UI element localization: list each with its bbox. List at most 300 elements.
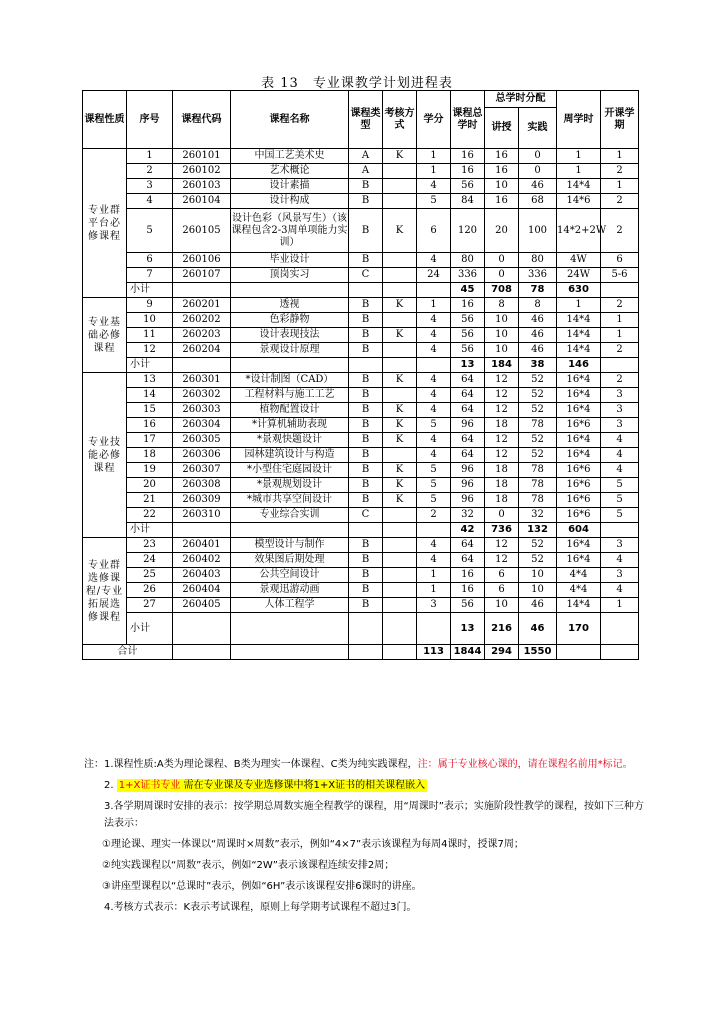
grand-total-credit: 113 <box>417 645 451 660</box>
cell-weekly: 16*6 <box>557 463 601 478</box>
cell-practice: 100 <box>519 209 557 253</box>
cell-credit: 1 <box>417 298 451 313</box>
cell-code: 260201 <box>173 298 231 313</box>
cell-exam <box>383 343 417 358</box>
cell-name: 顶岗实习 <box>231 268 349 283</box>
cell-seq: 26 <box>127 583 173 598</box>
cell-weekly: 16*6 <box>557 478 601 493</box>
cell-term: 4 <box>601 433 639 448</box>
empty-cell <box>601 645 639 660</box>
cell-exam: K <box>383 328 417 343</box>
table-row <box>83 568 639 583</box>
cell-type: B <box>349 463 383 478</box>
empty-cell <box>349 283 383 298</box>
cell-weekly: 1 <box>557 298 601 313</box>
cell-practice: 68 <box>519 194 557 209</box>
table-row <box>83 194 639 209</box>
cell-credit: 1 <box>417 583 451 598</box>
cell-credit: 24 <box>417 268 451 283</box>
cell-lecture: 20 <box>485 209 519 253</box>
cell-seq: 22 <box>127 508 173 523</box>
cell-seq: 2 <box>127 164 173 179</box>
table-row <box>83 448 639 463</box>
cell-weekly: 4*4 <box>557 568 601 583</box>
table-title: 表 13 专业课教学计划进程表 <box>261 76 453 91</box>
subtotal-total: 708 <box>485 283 519 298</box>
cell-name: 设计构成 <box>231 194 349 209</box>
cell-type: B <box>349 583 383 598</box>
cell-seq: 4 <box>127 194 173 209</box>
cell-weekly: 14*4 <box>557 179 601 194</box>
cell-exam <box>383 253 417 268</box>
cell-code: 260301 <box>173 373 231 388</box>
cell-practice: 46 <box>519 598 557 613</box>
cell-practice: 78 <box>519 493 557 508</box>
cell-seq: 17 <box>127 433 173 448</box>
table-row <box>83 538 639 553</box>
cell-seq: 7 <box>127 268 173 283</box>
cell-total: 56 <box>451 328 485 343</box>
cell-credit: 4 <box>417 553 451 568</box>
header-total: 课程总学时 <box>451 91 485 149</box>
empty-cell <box>417 283 451 298</box>
subtotal-lecture: 78 <box>519 283 557 298</box>
empty-cell <box>231 613 349 645</box>
grand-total-row <box>83 645 639 660</box>
cell-weekly: 16*4 <box>557 553 601 568</box>
cell-credit: 4 <box>417 313 451 328</box>
cell-weekly: 4*4 <box>557 583 601 598</box>
cell-seq: 11 <box>127 328 173 343</box>
cell-name: *计算机辅助表现 <box>231 418 349 433</box>
empty-cell <box>349 358 383 373</box>
cell-code: 260204 <box>173 343 231 358</box>
empty-cell <box>601 523 639 538</box>
cell-code: 260302 <box>173 388 231 403</box>
cell-code: 260402 <box>173 553 231 568</box>
cell-weekly: 14*4 <box>557 313 601 328</box>
cell-lecture: 10 <box>485 313 519 328</box>
empty-cell <box>383 523 417 538</box>
cell-practice: 52 <box>519 553 557 568</box>
cell-seq: 14 <box>127 388 173 403</box>
cell-code: 260307 <box>173 463 231 478</box>
cell-seq: 25 <box>127 568 173 583</box>
empty-cell <box>417 613 451 645</box>
cell-code: 260309 <box>173 493 231 508</box>
cell-lecture: 18 <box>485 493 519 508</box>
cell-practice: 46 <box>519 328 557 343</box>
cell-total: 96 <box>451 478 485 493</box>
cell-total: 56 <box>451 179 485 194</box>
note-2-red: 1+X证书专业 <box>118 780 181 791</box>
cell-type: C <box>349 268 383 283</box>
cell-credit: 4 <box>417 328 451 343</box>
subtotal-total: 184 <box>485 358 519 373</box>
table-row <box>83 268 639 283</box>
cell-seq: 19 <box>127 463 173 478</box>
header-practice: 实践 <box>519 108 557 149</box>
cell-type: C <box>349 508 383 523</box>
cell-name: 毕业设计 <box>231 253 349 268</box>
cell-credit: 4 <box>417 448 451 463</box>
header-nature: 课程性质 <box>83 91 127 149</box>
category-cell: 专业群选修课程/专业拓展选修课程 <box>83 538 127 645</box>
cell-term: 1 <box>601 179 639 194</box>
cell-type: A <box>349 149 383 164</box>
cell-type: B <box>349 493 383 508</box>
cell-total: 96 <box>451 463 485 478</box>
cell-weekly: 14*4 <box>557 343 601 358</box>
cell-exam: K <box>383 478 417 493</box>
cell-practice: 52 <box>519 373 557 388</box>
cell-name: 园林建筑设计与构造 <box>231 448 349 463</box>
empty-cell <box>173 523 231 538</box>
cell-name: 人体工程学 <box>231 598 349 613</box>
cell-credit: 4 <box>417 538 451 553</box>
cell-weekly: 1 <box>557 149 601 164</box>
empty-cell <box>231 283 349 298</box>
category-cell: 专业群平台必修课程 <box>83 149 127 298</box>
cell-type: B <box>349 253 383 268</box>
cell-weekly: 14*4 <box>557 328 601 343</box>
cell-total: 84 <box>451 194 485 209</box>
cell-name: 艺术概论 <box>231 164 349 179</box>
cell-total: 64 <box>451 538 485 553</box>
cell-code: 260304 <box>173 418 231 433</box>
cell-lecture: 18 <box>485 418 519 433</box>
cell-code: 260405 <box>173 598 231 613</box>
cell-name: 设计素描 <box>231 179 349 194</box>
cell-lecture: 12 <box>485 373 519 388</box>
cell-credit: 1 <box>417 149 451 164</box>
cell-term: 1 <box>601 313 639 328</box>
cell-weekly: 16*6 <box>557 493 601 508</box>
empty-cell <box>173 283 231 298</box>
cell-practice: 46 <box>519 343 557 358</box>
cell-code: 260105 <box>173 209 231 253</box>
cell-term: 3 <box>601 418 639 433</box>
note-3-3: ③讲座型课程以“总课时”表示，例如“6H”表示该课程安排6课时的讲座。 <box>102 881 422 892</box>
cell-exam: K <box>383 463 417 478</box>
cell-term: 2 <box>601 209 639 253</box>
cell-practice: 78 <box>519 463 557 478</box>
cell-exam <box>383 179 417 194</box>
cell-practice: 78 <box>519 418 557 433</box>
cell-seq: 27 <box>127 598 173 613</box>
subtotal-credit: 13 <box>451 358 485 373</box>
note-2 <box>84 777 644 794</box>
empty-cell <box>173 358 231 373</box>
cell-exam: K <box>383 149 417 164</box>
cell-code: 260203 <box>173 328 231 343</box>
cell-lecture: 12 <box>485 403 519 418</box>
cell-practice: 32 <box>519 508 557 523</box>
cell-practice: 8 <box>519 298 557 313</box>
cell-seq: 12 <box>127 343 173 358</box>
cell-code: 260303 <box>173 403 231 418</box>
empty-cell <box>231 358 349 373</box>
table-row <box>83 209 639 253</box>
grand-total-total: 1844 <box>451 645 485 660</box>
cell-term: 2 <box>601 298 639 313</box>
table-row <box>83 508 639 523</box>
table-row <box>83 388 639 403</box>
cell-lecture: 8 <box>485 298 519 313</box>
cell-total: 32 <box>451 508 485 523</box>
empty-cell <box>231 645 349 660</box>
note-2-text: 需在专业课及专业选修课中将1+X证书的相关课程嵌入 <box>183 780 426 791</box>
cell-code: 260305 <box>173 433 231 448</box>
cell-name: 景观设计原理 <box>231 343 349 358</box>
cell-credit: 4 <box>417 253 451 268</box>
cell-credit: 4 <box>417 373 451 388</box>
cell-credit: 5 <box>417 463 451 478</box>
cell-seq: 16 <box>127 418 173 433</box>
cell-seq: 23 <box>127 538 173 553</box>
cell-type: B <box>349 478 383 493</box>
cell-exam <box>383 164 417 179</box>
cell-lecture: 18 <box>485 463 519 478</box>
cell-lecture: 10 <box>485 343 519 358</box>
cell-total: 16 <box>451 164 485 179</box>
cell-weekly: 14*6 <box>557 194 601 209</box>
cell-name: 工程材料与施工工艺 <box>231 388 349 403</box>
subtotal-row <box>83 523 639 538</box>
cell-total: 56 <box>451 598 485 613</box>
cell-term: 4 <box>601 583 639 598</box>
cell-exam <box>383 313 417 328</box>
cell-lecture: 10 <box>485 328 519 343</box>
cell-code: 260306 <box>173 448 231 463</box>
note-1-red: 注：属于专业核心课的，请在课程名前用*标记。 <box>417 759 633 770</box>
notes <box>84 756 644 920</box>
cell-seq: 21 <box>127 493 173 508</box>
cell-type: B <box>349 388 383 403</box>
cell-code: 260403 <box>173 568 231 583</box>
cell-exam <box>383 448 417 463</box>
table-row <box>83 313 639 328</box>
cell-code: 260104 <box>173 194 231 209</box>
empty-cell <box>417 358 451 373</box>
cell-name: *景观规划设计 <box>231 478 349 493</box>
cell-total: 64 <box>451 388 485 403</box>
subtotal-total: 216 <box>485 613 519 645</box>
subtotal-practice: 170 <box>557 613 601 645</box>
cell-weekly: 16*6 <box>557 508 601 523</box>
empty-cell <box>173 645 231 660</box>
cell-exam: K <box>383 403 417 418</box>
cell-seq: 18 <box>127 448 173 463</box>
cell-seq: 15 <box>127 403 173 418</box>
cell-type: B <box>349 209 383 253</box>
cell-seq: 3 <box>127 179 173 194</box>
cell-practice: 80 <box>519 253 557 268</box>
cell-total: 64 <box>451 553 485 568</box>
subtotal-label: 小计 <box>127 523 173 538</box>
header-dist: 总学时分配 <box>485 91 557 108</box>
cell-credit: 3 <box>417 598 451 613</box>
cell-total: 16 <box>451 568 485 583</box>
cell-seq: 20 <box>127 478 173 493</box>
header-lecture: 讲授 <box>485 108 519 149</box>
cell-credit: 2 <box>417 508 451 523</box>
cell-total: 96 <box>451 493 485 508</box>
cell-exam: K <box>383 433 417 448</box>
table-row <box>83 403 639 418</box>
cell-total: 56 <box>451 313 485 328</box>
cell-total: 64 <box>451 373 485 388</box>
cell-practice: 336 <box>519 268 557 283</box>
header-weekly: 周学时 <box>557 91 601 149</box>
cell-exam: K <box>383 493 417 508</box>
cell-seq: 5 <box>127 209 173 253</box>
cell-lecture: 0 <box>485 508 519 523</box>
cell-name: 景观迅游动画 <box>231 583 349 598</box>
cell-term: 2 <box>601 343 639 358</box>
cell-seq: 9 <box>127 298 173 313</box>
cell-term: 1 <box>601 328 639 343</box>
cell-credit: 5 <box>417 478 451 493</box>
cell-credit: 5 <box>417 493 451 508</box>
category-cell: 专业技能必修课程 <box>83 373 127 538</box>
subtotal-lecture: 132 <box>519 523 557 538</box>
cell-name: 模型设计与制作 <box>231 538 349 553</box>
cell-term: 6 <box>601 253 639 268</box>
cell-code: 260107 <box>173 268 231 283</box>
cell-type: B <box>349 298 383 313</box>
cell-total: 64 <box>451 403 485 418</box>
empty-cell <box>349 523 383 538</box>
cell-exam <box>383 583 417 598</box>
cell-name: *城市共享空间设计 <box>231 493 349 508</box>
table-row <box>83 493 639 508</box>
cell-practice: 46 <box>519 179 557 194</box>
course-plan-table <box>82 90 639 660</box>
cell-type: B <box>349 418 383 433</box>
cell-lecture: 12 <box>485 388 519 403</box>
empty-cell <box>601 613 639 645</box>
cell-total: 16 <box>451 298 485 313</box>
header-credit: 学分 <box>417 91 451 149</box>
cell-lecture: 0 <box>485 268 519 283</box>
cell-name: *景观快题设计 <box>231 433 349 448</box>
cell-weekly: 16*4 <box>557 388 601 403</box>
cell-type: B <box>349 538 383 553</box>
header-type: 课程类型 <box>349 91 383 149</box>
cell-term: 2 <box>601 164 639 179</box>
cell-lecture: 10 <box>485 598 519 613</box>
cell-practice: 0 <box>519 149 557 164</box>
cell-exam: K <box>383 298 417 313</box>
cell-lecture: 12 <box>485 448 519 463</box>
empty-cell <box>557 645 601 660</box>
cell-total: 64 <box>451 433 485 448</box>
cell-total: 336 <box>451 268 485 283</box>
cell-exam <box>383 268 417 283</box>
cell-term: 5 <box>601 478 639 493</box>
cell-name: 公共空间设计 <box>231 568 349 583</box>
cell-type: B <box>349 553 383 568</box>
cell-name: 植物配置设计 <box>231 403 349 418</box>
subtotal-lecture: 46 <box>519 613 557 645</box>
cell-credit: 4 <box>417 179 451 194</box>
table-row <box>83 433 639 448</box>
cell-exam <box>383 568 417 583</box>
cell-seq: 10 <box>127 313 173 328</box>
cell-exam: K <box>383 373 417 388</box>
cell-code: 260102 <box>173 164 231 179</box>
empty-cell <box>601 358 639 373</box>
cell-term: 4 <box>601 463 639 478</box>
cell-practice: 46 <box>519 313 557 328</box>
cell-weekly: 4W <box>557 253 601 268</box>
table-row <box>83 343 639 358</box>
note-3-2: ②纯实践课程以“周数”表示，例如“2W”表示该课程连续安排2周； <box>102 860 395 871</box>
cell-term: 3 <box>601 388 639 403</box>
empty-cell <box>383 283 417 298</box>
cell-weekly: 16*4 <box>557 433 601 448</box>
grand-total-practice: 1550 <box>519 645 557 660</box>
cell-weekly: 16*6 <box>557 418 601 433</box>
cell-code: 260308 <box>173 478 231 493</box>
cell-exam: K <box>383 418 417 433</box>
cell-code: 260401 <box>173 538 231 553</box>
cell-exam <box>383 388 417 403</box>
subtotal-practice: 630 <box>557 283 601 298</box>
note-3: 3.各学期周课时安排的表示：按学期总周数实施全程教学的课程，用“周课时”表示；实施阶段性教学的课程，按如下三种方法表示： <box>104 801 644 829</box>
grand-total-label: 合计 <box>83 645 173 660</box>
cell-total: 80 <box>451 253 485 268</box>
cell-term: 4 <box>601 553 639 568</box>
cell-name: 设计色彩（风景写生）（该课程包含2-3周单项能力实训） <box>231 209 349 253</box>
cell-weekly: 24W <box>557 268 601 283</box>
cell-credit: 4 <box>417 388 451 403</box>
subtotal-row <box>83 613 639 645</box>
cell-name: 效果图后期处理 <box>231 553 349 568</box>
cell-type: B <box>349 568 383 583</box>
cell-code: 260404 <box>173 583 231 598</box>
table-row <box>83 149 639 164</box>
cell-credit: 4 <box>417 403 451 418</box>
subtotal-row <box>83 358 639 373</box>
note-2-num: 2. <box>104 780 114 791</box>
cell-credit: 1 <box>417 568 451 583</box>
cell-practice: 52 <box>519 448 557 463</box>
cell-term: 3 <box>601 538 639 553</box>
cell-term: 5 <box>601 508 639 523</box>
cell-weekly: 16*4 <box>557 538 601 553</box>
subtotal-lecture: 38 <box>519 358 557 373</box>
cell-lecture: 16 <box>485 149 519 164</box>
cell-term: 4 <box>601 448 639 463</box>
note-1 <box>84 756 644 773</box>
cell-lecture: 16 <box>485 164 519 179</box>
cell-name: 专业综合实训 <box>231 508 349 523</box>
header-exam: 考核方式 <box>383 91 417 149</box>
cell-code: 260101 <box>173 149 231 164</box>
cell-weekly: 16*4 <box>557 373 601 388</box>
table-row <box>83 463 639 478</box>
subtotal-row <box>83 283 639 298</box>
cell-name: 中国工艺美术史 <box>231 149 349 164</box>
empty-cell <box>383 358 417 373</box>
cell-name: 透视 <box>231 298 349 313</box>
empty-cell <box>231 523 349 538</box>
cell-total: 120 <box>451 209 485 253</box>
empty-cell <box>349 613 383 645</box>
cell-practice: 52 <box>519 403 557 418</box>
